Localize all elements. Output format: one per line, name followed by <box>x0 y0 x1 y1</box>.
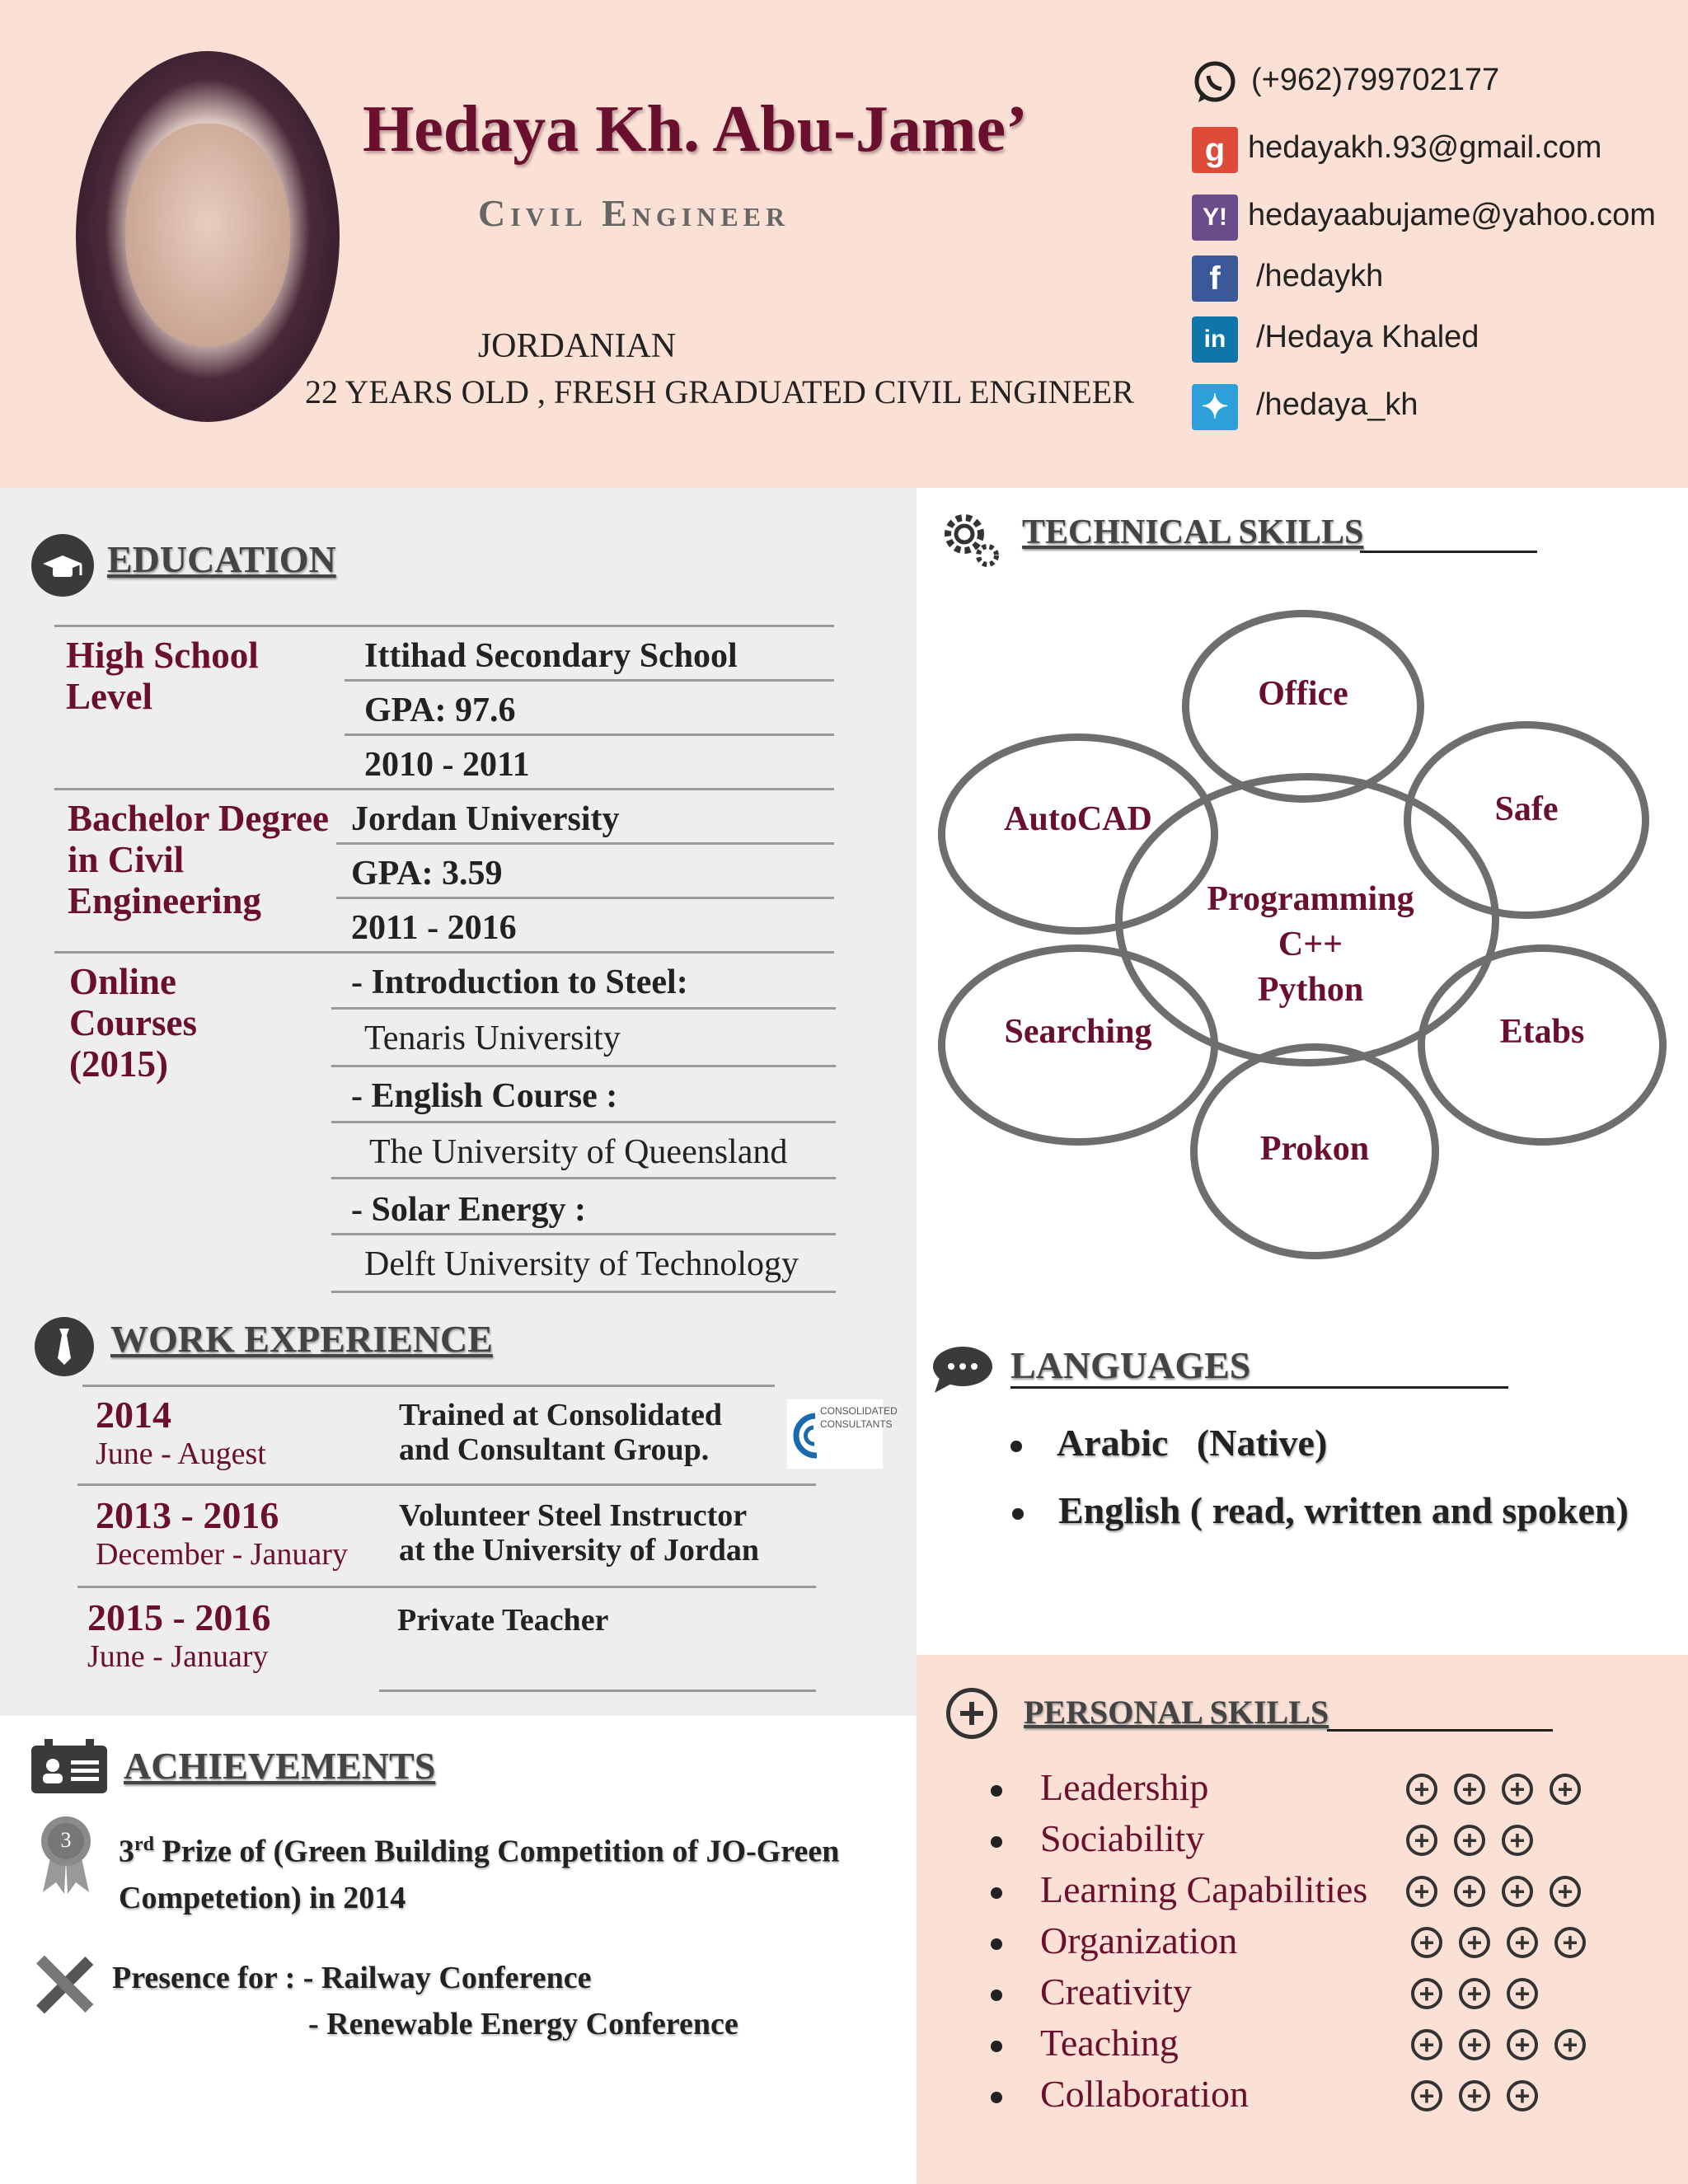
plus-circle-icon: + <box>1406 1825 1437 1856</box>
consolidated-logo <box>787 1399 898 1469</box>
work-months: June - January <box>87 1639 269 1674</box>
contact-text[interactable]: hedayakh.93@gmail.com <box>1248 130 1602 165</box>
plus-circle-icon: + <box>1411 2029 1442 2060</box>
work-desc: Private Teacher <box>397 1603 609 1638</box>
contact-text[interactable]: /Hedaya Khaled <box>1256 320 1479 354</box>
personal-skill-name: Collaboration <box>1040 2073 1249 2115</box>
gears-icon <box>938 506 1001 569</box>
whatsapp-icon[interactable] <box>1192 59 1238 105</box>
skill-searching: Searching <box>1004 1013 1152 1051</box>
work-year: 2013 - 2016 <box>96 1494 279 1536</box>
bullet <box>991 1938 1002 1950</box>
skill-etabs: Etabs <box>1499 1013 1585 1051</box>
bullet <box>991 1785 1002 1797</box>
prize-text <box>119 1821 893 1921</box>
skill-safe: Safe <box>1494 790 1559 828</box>
medal-icon <box>36 1813 96 1896</box>
edu-rule <box>331 1177 836 1179</box>
prize-rank-suffix: rd <box>134 1834 154 1855</box>
work-desc-line: and Consultant Group. <box>399 1432 710 1467</box>
plus-circle-icon: + <box>1459 2029 1490 2060</box>
twitter-icon[interactable]: ✦ <box>1192 384 1238 430</box>
skill-python: Python <box>1257 971 1364 1009</box>
edu-university-gpa: GPA: 3.59 <box>351 855 503 893</box>
edu-label-online: Online Courses (2015) <box>69 961 197 1085</box>
presence-line: Presence for : - Railway Conference <box>112 1961 592 1995</box>
course-steel: - Introduction to Steel: <box>351 963 688 1001</box>
plus-circle-icon: + <box>1454 1876 1485 1907</box>
edu-rule <box>336 897 834 899</box>
skill-office: Office <box>1258 675 1348 713</box>
edu-rule <box>336 842 834 845</box>
personal-skills-heading: PERSONAL SKILLS <box>1024 1694 1329 1731</box>
edu-school: Ittihad Secondary School <box>364 637 738 675</box>
skill-rating <box>1411 1927 1602 1958</box>
google-icon[interactable]: g <box>1192 127 1238 173</box>
work-desc-line: Volunteer Steel Instructor <box>399 1498 748 1533</box>
personal-skill-name: Leadership <box>1040 1766 1209 1808</box>
prize-line <box>119 1821 893 1875</box>
personal-skill-name: Organization <box>1040 1919 1238 1961</box>
course-solar: - Solar Energy : <box>351 1191 587 1229</box>
edu-university-years: 2011 - 2016 <box>351 909 517 947</box>
skill-cpp: C++ <box>1278 926 1343 963</box>
work-rule <box>82 1385 775 1387</box>
plus-circle-icon: + <box>1550 1876 1581 1907</box>
plus-circle-icon: + <box>1454 1825 1485 1856</box>
plus-circle-icon: + <box>1411 2080 1442 2111</box>
edu-rule <box>331 1065 836 1067</box>
plus-circle-icon: + <box>1411 1978 1442 2009</box>
work-rule <box>77 1586 816 1588</box>
skill-rating <box>1406 1876 1597 1907</box>
prize-line: Competetion) in 2014 <box>119 1880 406 1915</box>
work-desc-line: at the University of Jordan <box>399 1533 759 1568</box>
contact-text[interactable]: hedayaabujame@yahoo.com <box>1248 198 1656 232</box>
id-card-icon <box>30 1737 109 1797</box>
contact-text[interactable]: (+962)799702177 <box>1251 63 1500 97</box>
plus-circle-icon: + <box>1502 1774 1533 1805</box>
plus-circle-icon: + <box>1459 1927 1490 1958</box>
heading-underline <box>1327 1729 1553 1732</box>
edu-rule <box>54 625 834 627</box>
presence-line: - Renewable Energy Conference <box>308 2007 738 2041</box>
plus-circle-icon: + <box>1502 1876 1533 1907</box>
edu-university: Jordan University <box>351 800 620 838</box>
plus-circle-icon: + <box>1507 2080 1538 2111</box>
bullet <box>991 1887 1002 1899</box>
edu-rule <box>54 788 834 790</box>
contact-text[interactable]: /hedaykh <box>1256 259 1384 293</box>
person-name: Hedaya Kh. Abu-Jame’ <box>363 93 1028 166</box>
plus-circle-icon: + <box>1507 1927 1538 1958</box>
heading-underline <box>1360 551 1537 553</box>
plus-circle-icon: + <box>1550 1774 1581 1805</box>
bullet <box>991 2041 1002 2052</box>
personal-skill-name: Creativity <box>1040 1971 1192 2013</box>
plus-circle-icon: + <box>1554 1927 1586 1958</box>
job-title: Civil Engineer <box>478 192 790 234</box>
skill-autocad: AutoCAD <box>1004 800 1152 838</box>
edu-rule <box>345 733 834 736</box>
yahoo-icon[interactable]: Y! <box>1192 194 1238 241</box>
work-rule <box>77 1483 816 1486</box>
heading-underline <box>1010 1386 1508 1389</box>
plus-circle-icon: + <box>1459 1978 1490 2009</box>
plus-circle-icon: + <box>1411 1927 1442 1958</box>
tie-icon <box>35 1317 94 1376</box>
work-year: 2014 <box>96 1394 171 1436</box>
prize-title: Prize of (Green Building Competition of JO-Green <box>154 1834 840 1869</box>
education-heading: EDUCATION <box>107 538 336 580</box>
skill-rating <box>1411 1978 1554 2009</box>
personal-skills-panel <box>917 1655 1688 2184</box>
bullet <box>1012 1508 1024 1520</box>
work-desc <box>399 1398 722 1467</box>
achievements-heading: ACHIEVEMENTS <box>124 1745 436 1787</box>
language-english: English ( read, written and spoken) <box>1058 1489 1629 1531</box>
skill-programming <box>1146 877 1475 1013</box>
plus-circle-icon: + <box>1406 1876 1437 1907</box>
speech-bubble-icon <box>930 1342 996 1394</box>
edu-rule <box>331 1121 836 1123</box>
course-english: - English Course : <box>351 1077 618 1115</box>
plus-circle-icon: + <box>1454 1774 1485 1805</box>
edu-label-bachelor: Bachelor Degree in Civil Engineering <box>68 798 329 921</box>
edu-rule <box>331 1007 836 1010</box>
profile-face <box>125 124 290 346</box>
technical-skills-heading: TECHNICAL SKILLS <box>1022 513 1364 551</box>
facebook-icon[interactable]: f <box>1192 255 1238 302</box>
bullet <box>991 1836 1002 1848</box>
plus-circle-icon: + <box>1507 1978 1538 2009</box>
prize-rank: 3 <box>119 1834 134 1869</box>
pencil-ruler-icon <box>33 1953 96 2016</box>
work-months: June - Augest <box>96 1436 266 1471</box>
plus-circle-icon <box>946 1688 997 1739</box>
bullet <box>1010 1441 1022 1452</box>
course-steel-provider: Tenaris University <box>364 1019 621 1057</box>
edu-rule <box>331 1233 836 1235</box>
languages-heading: LANGUAGES <box>1010 1344 1251 1386</box>
nationality: JORDANIAN <box>477 327 677 365</box>
course-solar-provider: Delft University of Technology <box>364 1245 799 1283</box>
graduation-cap-icon <box>31 534 94 597</box>
personal-skill-name: Sociability <box>1040 1817 1205 1859</box>
work-year: 2015 - 2016 <box>87 1596 271 1638</box>
skill-rating <box>1406 1774 1597 1805</box>
plus-circle-icon: + <box>1502 1825 1533 1856</box>
linkedin-icon[interactable]: in <box>1192 316 1238 363</box>
personal-skill-name: Learning Capabilities <box>1040 1868 1368 1910</box>
work-months: December - January <box>96 1537 348 1572</box>
skill-rating <box>1411 2029 1602 2060</box>
plus-circle-icon: + <box>1507 2029 1538 2060</box>
skill-programming-label: Programming <box>1207 880 1414 918</box>
plus-circle-icon: + <box>1459 2080 1490 2111</box>
work-desc <box>399 1498 759 1568</box>
work-desc-line: Trained at Consolidated <box>399 1398 723 1432</box>
skill-rating <box>1411 2080 1554 2111</box>
work-rule <box>379 1690 816 1692</box>
edu-rule <box>331 1291 836 1293</box>
skill-rating <box>1406 1825 1550 1856</box>
edu-rule <box>345 679 834 682</box>
skill-prokon: Prokon <box>1259 1130 1370 1168</box>
edu-label-highschool: High School Level <box>66 635 259 717</box>
edu-school-years: 2010 - 2011 <box>364 746 530 784</box>
language-arabic: Arabic (Native) <box>1057 1422 1328 1464</box>
plus-circle-icon: + <box>1406 1774 1437 1805</box>
edu-rule <box>54 951 834 954</box>
plus-circle-icon: + <box>1554 2029 1586 2060</box>
personal-skill-name: Teaching <box>1040 2022 1179 2064</box>
work-heading: WORK EXPERIENCE <box>110 1318 493 1360</box>
logo-text: CONSULTANTS <box>820 1418 893 1430</box>
course-english-provider: The University of Queensland <box>369 1133 788 1171</box>
bullet <box>991 2092 1002 2103</box>
bullet <box>991 1990 1002 2001</box>
medal-number: 3 <box>60 1828 72 1852</box>
summary-line: 22 YEARS OLD , FRESH GRADUATED CIVIL ENGINEER <box>305 373 1134 410</box>
edu-school-gpa: GPA: 97.6 <box>364 691 516 729</box>
logo-text: CONSOLIDATED <box>820 1405 898 1417</box>
contact-text[interactable]: /hedaya_kh <box>1256 387 1418 422</box>
